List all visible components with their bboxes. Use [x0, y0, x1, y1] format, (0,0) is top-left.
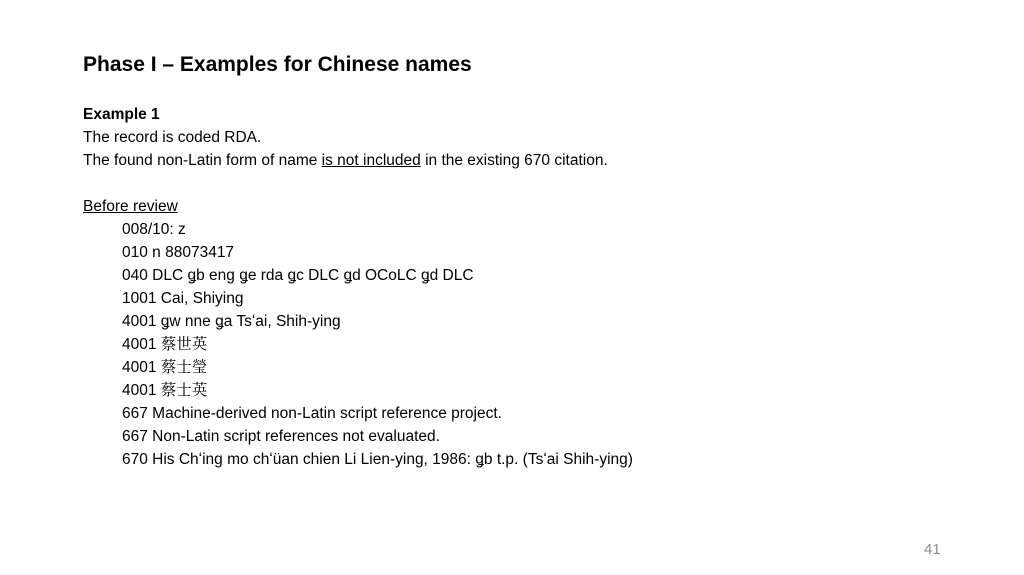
section-heading: Before review: [83, 198, 178, 215]
record-line: 040 DLC ǥb eng ǥe rda ǥc DLC ǥd OCoLC ǥd DLC: [122, 267, 474, 284]
page-number: 41: [924, 541, 941, 558]
record-line: 1001 Cai, Shiying: [122, 290, 244, 307]
record-line: 4001 蔡世英: [122, 336, 208, 353]
record-line: 008/10: z: [122, 221, 186, 238]
record-line: 4001 蔡士英: [122, 382, 208, 399]
record-line: 667 Machine-derived non-Latin script reference project.: [122, 405, 502, 422]
example-heading: Example 1: [83, 106, 160, 123]
record-line: 4001 蔡士瑩: [122, 359, 208, 376]
slide-body: [83, 103, 633, 471]
record-line: 667 Non-Latin script references not evaluated.: [122, 428, 440, 445]
record-lines: [83, 218, 633, 471]
intro-line-2: [83, 149, 633, 172]
record-line: 4001 ǥw nne ǥa Tsʻai, Shih-ying: [122, 313, 341, 330]
spacer: [83, 172, 633, 195]
intro-line-2-before: The found non-Latin form of name: [83, 152, 322, 169]
slide-title: Phase I – Examples for Chinese names: [83, 53, 472, 76]
intro-line-2-underlined: is not included: [321, 152, 421, 169]
record-line: 010 n 88073417: [122, 244, 235, 261]
intro-line-1: The record is coded RDA.: [83, 129, 262, 146]
intro-line-2-after: in the existing 670 citation.: [420, 152, 608, 169]
record-line: 670 His Chʻing mo chʻüan chien Li Lien-ying, 1986: ǥb t.p. (Tsʻai Shih-ying): [122, 451, 633, 468]
